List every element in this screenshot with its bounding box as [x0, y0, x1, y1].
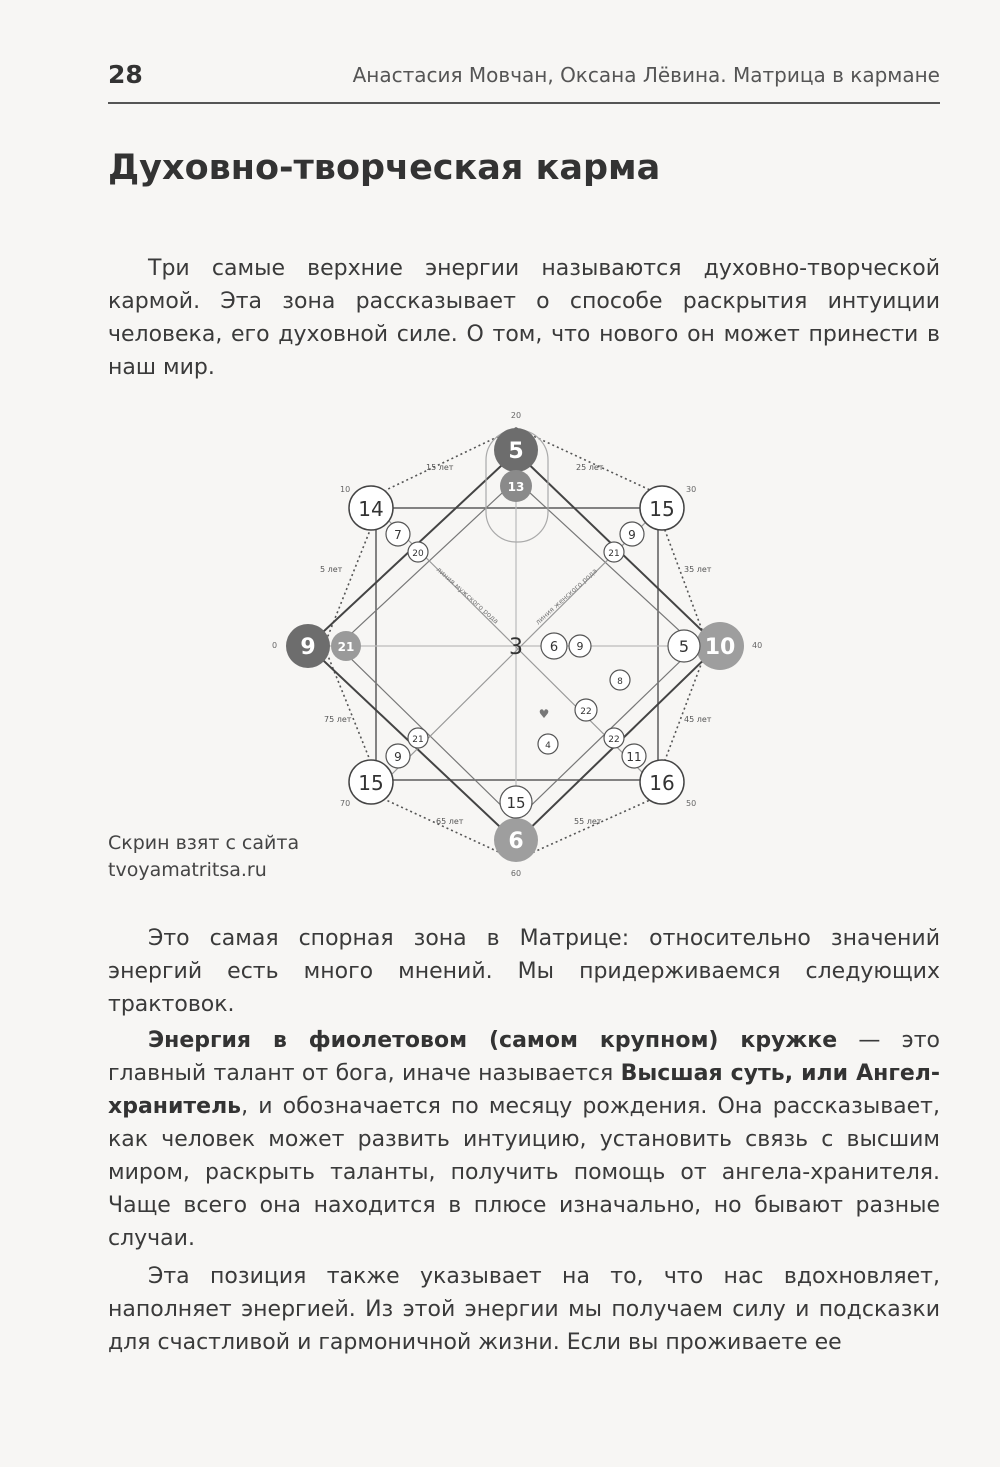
center-value: 3 — [509, 635, 523, 660]
age-70: 70 — [340, 799, 351, 808]
age-50: 50 — [686, 799, 697, 808]
age-40: 40 — [752, 641, 763, 650]
bold-phrase-2: Высшая суть, или Ангел-хранитель — [108, 1061, 941, 1119]
tr-inner-a-value: 9 — [628, 528, 636, 542]
top-node-value: 5 — [508, 439, 524, 464]
age-45: 45 лет — [684, 715, 712, 724]
left-inner-value: 21 — [337, 640, 355, 654]
top-right-value: 15 — [649, 497, 675, 521]
channel-b-value: 9 — [576, 640, 584, 653]
age-25: 25 лет — [576, 463, 604, 472]
caption-line-1: Скрин взят с сайта — [108, 832, 300, 854]
age-0: 0 — [272, 641, 278, 650]
paragraph-2-text-2: , и обозначается по месяцу рождения. Она рассказывает, как человек может развить интуицию, установить связь с высшим миром, раскрыть таланты, получить помощь от ангела-хранителя. Чаще всего она находится в плюсе изначально, но бывают разные случаи. — [108, 1094, 940, 1251]
age-5: 5 лет — [320, 565, 343, 574]
page-header — [108, 58, 940, 104]
paragraph-3: Эта позиция также указывает на то, что нас вдохновляет, наполняет энергией. Из этой энергии мы получаем силу и подсказки для счастливой и гармоничной жизни. Если вы проживаете ее — [108, 1264, 940, 1355]
bl-inner-b-value: 21 — [412, 735, 424, 745]
figure-caption — [108, 830, 338, 884]
age-75: 75 лет — [324, 715, 352, 724]
line-label-male: линия мужского рода — [434, 565, 501, 626]
paragraph-1: Это самая спорная зона в Матрице: относительно значений энергий есть много мнений. Мы придерживаемся следующих трактовок. — [108, 926, 940, 1017]
channel-c-value: 8 — [617, 677, 623, 687]
age-35: 35 лет — [684, 565, 712, 574]
bottom-inner-value: 15 — [506, 794, 526, 812]
age-55: 55 лет — [574, 817, 602, 826]
bottom-node-value: 6 — [508, 829, 524, 854]
top-inner-value: 13 — [507, 480, 525, 494]
tl-inner-a-value: 7 — [394, 528, 402, 542]
line-label-female: линия женского рода — [533, 566, 599, 627]
bl-inner-a-value: 9 — [394, 750, 402, 764]
right-inner-value: 5 — [678, 637, 690, 656]
running-title: Анастасия Мовчан, Оксана Лёвина. Матрица в кармане — [352, 63, 940, 87]
top-left-value: 14 — [358, 497, 384, 521]
age-65: 65 лет — [436, 817, 464, 826]
tl-inner-b-value: 20 — [412, 549, 424, 559]
paragraph-2-text-1: — это главный талант от бога, иначе называется — [108, 1028, 940, 1086]
age-30: 30 — [686, 485, 697, 494]
channel-e-value: 4 — [545, 741, 551, 751]
left-node-value: 9 — [300, 635, 316, 660]
tr-inner-b-value: 21 — [608, 549, 620, 559]
paragraph-2 — [108, 1024, 940, 1255]
chapter-title: Духовно-творческая карма — [108, 148, 661, 188]
channel-d-value: 22 — [580, 707, 592, 717]
age-60: 60 — [510, 869, 522, 878]
br-inner-b-value: 22 — [608, 735, 620, 745]
age-20: 20 — [510, 411, 522, 420]
br-inner-a-value: 11 — [626, 750, 642, 764]
bottom-left-value: 15 — [358, 771, 384, 795]
age-10: 10 — [340, 485, 351, 494]
page-number: 28 — [108, 60, 143, 89]
heart-icon: ♥ — [538, 707, 550, 721]
bottom-right-value: 16 — [649, 771, 675, 795]
matrix-diagram — [268, 410, 768, 880]
bold-phrase-1: Энергия в фиолетовом (самом крупном) кружке — [148, 1028, 838, 1053]
right-node-value: 10 — [704, 635, 736, 660]
intro-paragraph: Три самые верхние энергии называются духовно-творческой кармой. Эта зона рассказывает о способе раскрытия интуиции человека, его духовной силе. О том, что нового он может принести в наш мир. — [108, 256, 940, 380]
channel-a-value: 6 — [549, 640, 559, 655]
age-15: 15 лет — [426, 463, 454, 472]
caption-line-2: tvoyamatritsa.ru — [108, 859, 267, 881]
